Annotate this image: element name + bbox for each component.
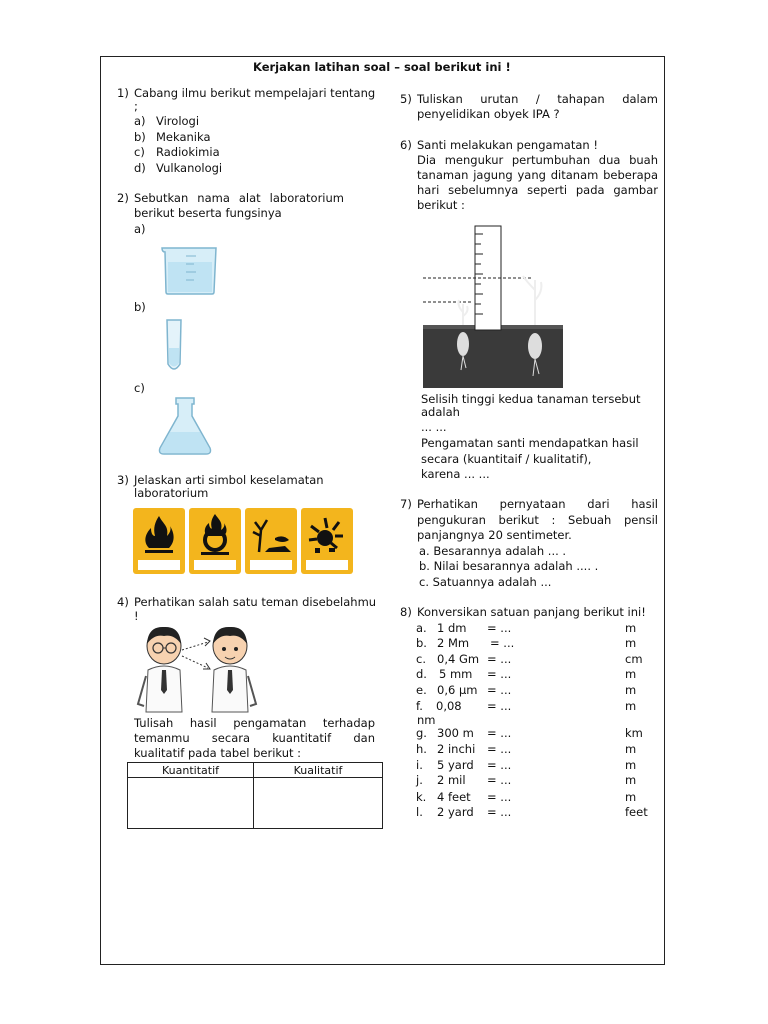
q4-para-line1-text: Tulisah hasil pengamatan terhadap [134, 716, 375, 730]
q7-line2-text: pengukuran berikut : Sebuah pensil [417, 513, 658, 527]
conversion-row-answer: = ... [487, 667, 512, 681]
conversion-row-value: 2 mil [437, 773, 466, 787]
q3-number: 3) [117, 473, 129, 487]
q5-number: 5) [400, 92, 412, 106]
conversion-row-value: 2 yard [437, 805, 474, 819]
observation-table [127, 762, 383, 829]
explosive-hazard-symbol [301, 508, 353, 574]
conversion-row-answer: = ... [487, 758, 512, 772]
conversion-row-value: 300 m [437, 726, 474, 740]
q7-option: c. Satuannya adalah ... [419, 575, 552, 589]
environmental-hazard-symbol [245, 508, 297, 574]
conversion-row-label: c. [416, 652, 426, 666]
q6-after-line2: adalah [421, 405, 460, 419]
table-cell-qualitative[interactable] [254, 778, 383, 829]
conversion-row-answer: = ... [487, 805, 512, 819]
conversion-row-unit: m [625, 773, 637, 787]
conversion-row-answer: = ... [487, 699, 512, 713]
conversion-row-unit: m [625, 742, 637, 756]
q6-after-line6: karena ... ... [421, 467, 490, 481]
q5-line2: penyelidikan obyek IPA ? [417, 107, 560, 121]
q8-number: 8) [400, 605, 412, 619]
q6-line2 [417, 153, 658, 168]
conversion-row-value: 0,08 [436, 699, 462, 713]
conversion-row-label: a. [416, 621, 427, 635]
q6-line3-text: tanaman jagung yang ditanam beberapa [417, 168, 658, 182]
conversion-row-label: h. [416, 742, 427, 756]
conversion-row-unit: m [625, 790, 637, 804]
q1-option-text: Radiokimia [156, 145, 220, 159]
conversion-row-answer: = ... [487, 773, 512, 787]
q6-line3 [417, 168, 658, 183]
conversion-row-value: 2 inchi [437, 742, 476, 756]
q6-line4 [417, 183, 658, 198]
conversion-row-value: 1 dm [437, 621, 467, 635]
q1-option-text: Vulkanologi [156, 161, 223, 175]
q7-line1 [417, 497, 658, 512]
conversion-row-value: 0,4 Gm [437, 652, 480, 666]
q1-option-label: d) [134, 161, 146, 175]
conversion-row-unit: m [625, 758, 637, 772]
conversion-row-label: k. [416, 790, 427, 804]
q6-after-line4: Pengamatan santi mendapatkan hasil [421, 436, 639, 450]
conversion-row-value: 2 Mm [437, 636, 470, 650]
conversion-row-unit: m [625, 699, 637, 713]
conversion-row-label: b. [416, 636, 427, 650]
q2-item-c-label: c) [134, 381, 145, 395]
q2-line1 [134, 191, 344, 206]
q1-option-label: a) [134, 114, 146, 128]
q6-line4-text: hari sebelumnya seperti pada gambar [417, 183, 658, 197]
q2-item-b-label: b) [134, 300, 146, 314]
oxidizing-hazard-symbol [189, 508, 241, 574]
beaker-image [158, 244, 220, 296]
q1-text-cont: ; [134, 99, 138, 113]
conversion-row-unit: feet [625, 805, 648, 819]
q5-line1 [417, 92, 658, 107]
students-observing-image [134, 624, 262, 716]
plant-growth-ruler-image [423, 220, 563, 388]
q4-line2: ! [134, 609, 139, 623]
conversion-row-label: g. [416, 726, 427, 740]
conversion-row-unit: m [625, 667, 637, 681]
conversion-row-label: j. [416, 773, 423, 787]
q7-line3: panjangnya 20 sentimeter. [417, 528, 572, 542]
conversion-row-unit: m [625, 636, 637, 650]
q2-line1-text: Sebutkan nama alat laboratorium [134, 191, 344, 205]
q3-line1: Jelaskan arti simbol keselamatan [134, 473, 324, 487]
q6-number: 6) [400, 138, 412, 152]
conversion-row-label: f. [416, 699, 423, 713]
q4-para-line2 [134, 731, 375, 746]
conversion-row-label: l. [416, 805, 423, 819]
conversion-row-value: 5 mm [439, 667, 473, 681]
q2-item-a-label: a) [134, 222, 146, 236]
q4-number: 4) [117, 595, 129, 609]
conversion-row-answer: = ... [487, 621, 512, 635]
conversion-row-answer: = ... [487, 683, 512, 697]
conversion-row-answer: = ... [487, 652, 512, 666]
conversion-row-unit: m [625, 621, 637, 635]
q4-para-line1 [134, 716, 375, 731]
conversion-row-unit: cm [625, 652, 643, 666]
erlenmeyer-flask-image [156, 396, 214, 456]
conversion-row-unit: km [625, 726, 643, 740]
conversion-row-label: d. [416, 667, 427, 681]
table-header-quantitative: Kuantitatif [128, 763, 254, 778]
q4-para-line3: kualitatif pada tabel berikut : [134, 746, 302, 760]
conversion-row-answer: = ... [490, 636, 515, 650]
conversion-row-value: 5 yard [437, 758, 474, 772]
conversion-row-answer: = ... [487, 726, 512, 740]
conversion-row-answer: = ... [487, 790, 512, 804]
q4-para-line2-text: temanmu secara kuantitatif dan [134, 731, 375, 745]
conversion-row-label: i. [416, 758, 423, 772]
q7-option: a. Besarannya adalah ... . [419, 544, 567, 558]
q4-line1: Perhatikan salah satu teman disebelahmu [134, 595, 377, 609]
flammable-hazard-symbol [133, 508, 185, 574]
q7-number: 7) [400, 497, 412, 511]
q6-after-line3: ... ... [421, 420, 447, 434]
q6-line2-text: Dia mengukur pertumbuhan dua buah [417, 153, 658, 167]
table-cell-quantitative[interactable] [128, 778, 254, 829]
q1-option-label: c) [134, 145, 145, 159]
worksheet-title: Kerjakan latihan soal – soal berikut ini ! [253, 60, 511, 74]
q7-line2 [417, 513, 658, 528]
table-header-qualitative: Kualitatif [254, 763, 383, 778]
conversion-row-f-unit-cont: nm [417, 713, 436, 727]
q1-option-label: b) [134, 130, 146, 144]
conversion-row-value: 0,6 µm [437, 683, 478, 697]
q1-option-text: Mekanika [156, 130, 211, 144]
conversion-row-unit: m [625, 683, 637, 697]
q1-option-text: Virologi [156, 114, 200, 128]
test-tube-image [164, 318, 184, 374]
conversion-row-label: e. [416, 683, 427, 697]
q3-line2: laboratorium [134, 486, 209, 500]
conversion-row-value: 4 feet [437, 790, 471, 804]
q6-line5: berikut : [417, 198, 465, 212]
q1-number: 1) [117, 86, 129, 100]
q2-line2: berikut beserta fungsinya [134, 206, 282, 220]
q6-after-line1: Selisih tinggi kedua tanaman tersebut [421, 392, 641, 406]
q8-text: Konversikan satuan panjang berikut ini! [417, 605, 646, 619]
q2-number: 2) [117, 191, 129, 205]
q1-text: Cabang ilmu berikut mempelajari tentang [134, 86, 376, 100]
q7-line1-text: Perhatikan pernyataan dari hasil [417, 497, 658, 511]
q6-line1: Santi melakukan pengamatan ! [417, 138, 598, 152]
conversion-row-answer: = ... [487, 742, 512, 756]
q6-after-line5: secara (kuantitaif / kualitatif), [421, 452, 592, 466]
q5-line1-text: Tuliskan urutan / tahapan dalam [417, 92, 658, 106]
q7-option: b. Nilai besarannya adalah .... . [419, 559, 599, 573]
